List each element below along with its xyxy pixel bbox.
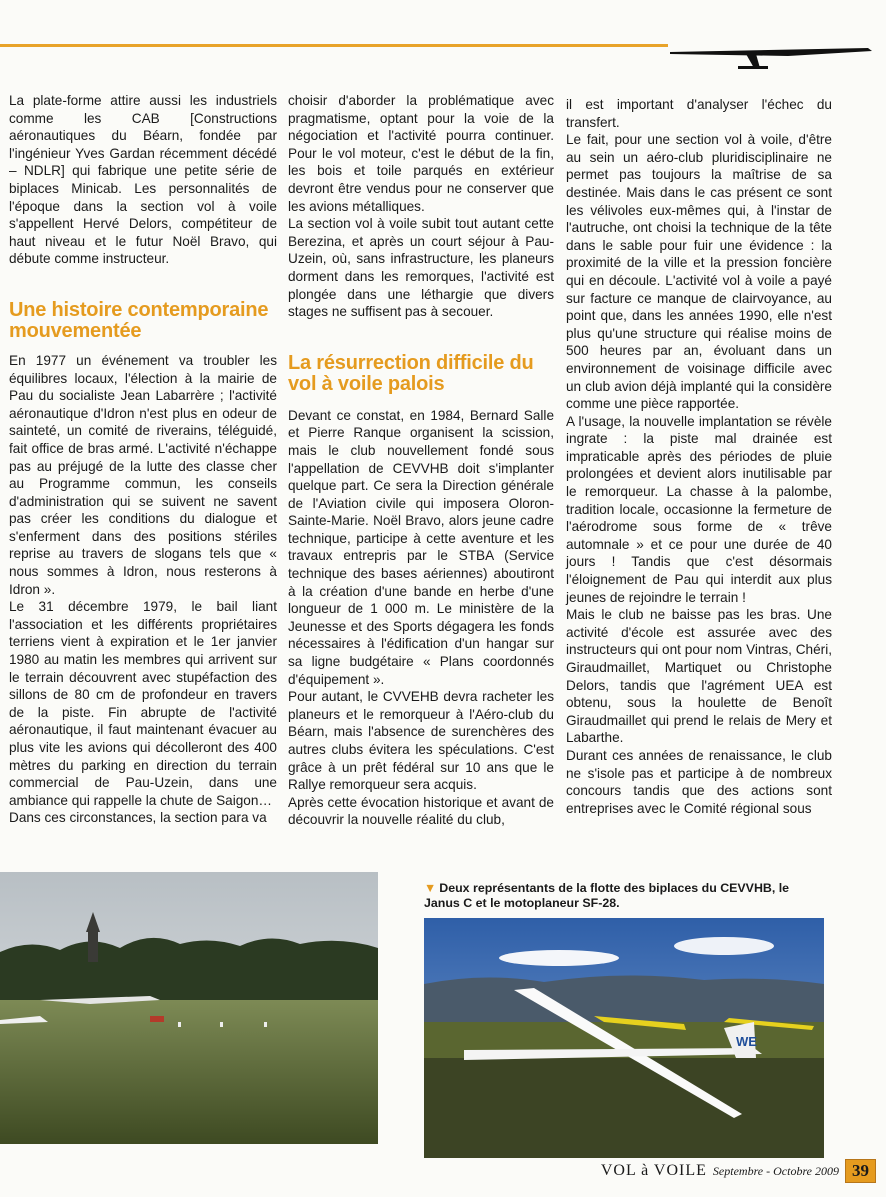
paragraph: Le 31 décembre 1979, le bail liant l'association et les différents propriétaires terriens vient à expiration et le 1er janvier 1980 au matin les membres qui arrivent sur le terrain découvrent avec stupéfaction des sillons de 80 cm de profondeur en travers de la piste. Fin abrupte de l'activité aéronautique, il faut maintenant évacuer au plus vite les avions qui décolleront des 400 mètres du parking en direction du terrain commercial de Pau-Uzein, dans une ambiance qui rappelle la chute de Saigon… — [9, 599, 277, 808]
section-heading: La résurrection difficile du vol à voile palois — [288, 351, 534, 395]
column-1 — [9, 92, 277, 827]
paragraph: La section vol à voile subit tout autant cette Berezina, et après un court séjour à Pau-Uzein, où, sans infrastructure, les planeurs dorment dans les remorques, l'activité est plongée dans une léthargie que divers stages ne suffisent pas à secouer. — [288, 216, 554, 320]
paragraph: A l'usage, la nouvelle implantation se révèle ingrate : la piste mal drainée est impraticable après des périodes de pluie prolongées et devient alors inutilisable par le remorqueur. La chasse à la palombe, tradition locale, occasionne la fermeture de l'aérodrome sous forme de « trêve automnale » et ce pour une durée de 40 jours ! Tandis que c'est désormais l'éloignement de Pau qui interdit aux plus jeunes de rejoindre le terrain ! — [566, 413, 832, 605]
section-heading: Une histoire contemporaine mouvementée — [9, 298, 269, 342]
gliders-photo — [424, 918, 824, 1158]
issue-date: Septembre - Octobre 2009 — [712, 1163, 839, 1178]
paragraph: Devant ce constat, en 1984, Bernard Salle et Pierre Ranque organisent la scission, mais le club nouvellement fondé sous l'appellation de CEVVHB doit s'implanter quelque part. Ce sera la Direction générale de l'Aviation civile qui imposera Oloron-Sainte-Marie. Noël Bravo, alors jeune cadre technique, participe à cette aventure et les travaux entrepris par le STBA (Service technique des bases aériennes) aboutiront à la création d'une bande en herbe d'une longueur de 1 000 m. Le ministère de la Jeunesse et des Sports dégagera les fonds nécessaires à l'édification d'un hangar sur sa ligne budgétaire « Plans coordonnés d'équipement ». — [288, 407, 554, 687]
page-number: 39 — [845, 1159, 876, 1183]
paragraph: Durant ces années de renaissance, le club ne s'isole pas et participe à de nombreux concours tandis que des actions sont entreprises avec le Comité régional sous — [566, 747, 832, 816]
paragraph: Dans ces circonstances, la section para va — [9, 810, 267, 826]
paragraph: Après cette évocation historique et avant de découvrir la nouvelle réalité du club, — [288, 794, 554, 828]
paragraph: il est important d'analyser l'échec du transfert. — [566, 97, 832, 130]
caption-text: Deux représentants de la flotte des biplaces du CEVVHB, le Janus C et le motoplaneur SF-28. — [424, 881, 790, 910]
glider-icon — [668, 34, 878, 74]
photo-caption — [424, 881, 824, 911]
paragraph: Mais le club ne baisse pas les bras. Une activité d'école est assurée avec des instructeurs qui ont pour nom Vintras, Chéri, Giraudmaillet, Martiquet ou Christophe Delors, tandis que l'agrément UEA est obtenu, sous la houlette de Benoît Giraudmaillet qui prend le relais de Mery et Labarthe. — [566, 607, 832, 746]
paragraph: En 1977 un événement va troubler les équilibres locaux, l'élection à la mairie de Pau du socialiste Jean Labarrère ; l'activité aéronautique d'Idron n'est plus en odeur de sainteté, un comité de riverains, téléguidé, fait office de bras armé. L'activité n'échappe pas au préjugé de la lutte des classe cher au Programme commun, les conseils d'administration qui se suivent ne savent pas créer les conditions du dialogue et s'enferment dans des positions stériles reprise au travers de slogans tels que « nous sommes à Idron, nous resterons à Idron ». — [9, 352, 277, 597]
airfield-photo — [0, 872, 378, 1144]
paragraph: choisir d'aborder la problématique avec pragmatisme, optant pour la voie de la négociation et l'activité pourra continuer. Pour le vol moteur, c'est le début de la fin, les bois et toile parqués en extérieur devront être vendus pour ne conserver que les avions métalliques. — [288, 93, 554, 214]
header-rule — [0, 44, 668, 47]
paragraph: Le fait, pour une section vol à voile, d'être au sein un aéro-club pluridisciplinaire ne permet pas toujours la maîtrise de sa destinée. Mais dans le cas présent ce sont les vélivoles eux-mêmes qui, à l'instar de l'autruche, ont choisi la technique de la tête dans le sable pour fuir une évidence : la proximité de la ville et la pression foncière qui en découle. L'activité vol à voile a payé sur facture ce manque de clairvoyance, au point que, dans les années 1990, elle n'est plus qu'une structure qui réalise moins de 500 heures par an, évoluant dans un environnement de voisinage difficile avec un club avion déjà implanté qui la considère comme une pièce rapportée. — [566, 132, 832, 412]
column-3 — [566, 96, 832, 817]
caption-arrow-icon: ▼ — [424, 881, 437, 895]
glider-registration: WE — [736, 1034, 757, 1049]
paragraph: Pour autant, le CVVEHB devra racheter les planeurs et le remorqueur à l'Aéro-club du Béarn, mais l'absence de surenchères des autres clubs évitera les spéculations. C'est grâce à un prêt fédéral sur 10 ans que le Rallye remorqueur sera acquis. — [288, 689, 554, 793]
page-footer — [601, 1159, 876, 1183]
column-2 — [288, 92, 554, 829]
magazine-logo: VOL à VOILE — [600, 1162, 707, 1179]
paragraph: La plate-forme attire aussi les industriels comme les CAB [Constructions aéronautiques du Béarn, fondée par l'ingénieur Yves Gardan récemment décédé – NDLR] qui fabrique une petite série de biplaces Minicab. Les personnalités de l'époque dans la section vol à voile s'appellent Hervé Delors, compétiteur de haut niveau et le futur Noël Bravo, qui débute comme instructeur. — [9, 93, 277, 267]
